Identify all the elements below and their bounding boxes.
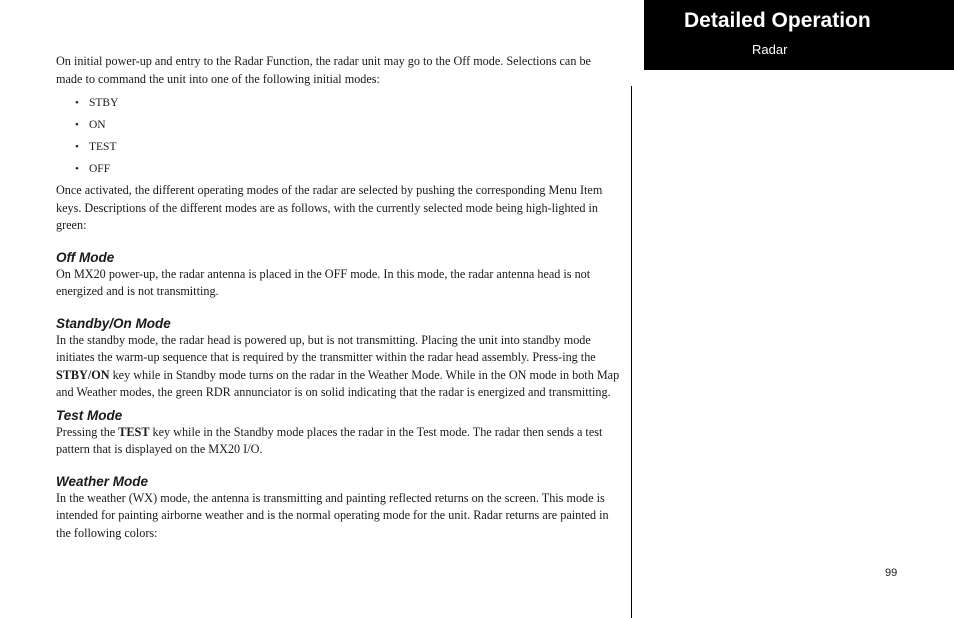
weather-mode-heading: Weather Mode: [56, 473, 149, 489]
modes-description-paragraph: Once activated, the different operating modes of the radar are selected by pushing the corresponding Menu Item keys. Descriptions of the different modes are as follows, with the currently selected mode being high-lighted in green:: [56, 183, 603, 232]
bullet-icon: •: [75, 119, 79, 131]
stby-on-key-label: STBY/ON: [56, 367, 110, 382]
standby-text-before: In the standby mode, the radar head is powered up, but is not transmitting. Placing the unit into standby mode initiates the warm-up sequence that is required by the transmitter within the radar head assembly. Press-ing the: [56, 332, 596, 364]
list-item-label: STBY: [89, 97, 119, 109]
off-mode-paragraph: On MX20 power-up, the radar antenna is placed in the OFF mode. In this mode, the radar antenna head is not energized and is not transmitting.: [56, 266, 591, 298]
initial-modes-list: [56, 92, 620, 180]
page-body: [56, 53, 620, 542]
chapter-header: [644, 0, 954, 70]
test-mode-paragraph: [56, 424, 620, 459]
intro-paragraph: On initial power-up and entry to the Radar Function, the radar unit may go to the Off mode. Selections can be made to command the unit into one of the following initial modes:: [56, 54, 591, 86]
chapter-subtitle: Radar: [752, 42, 788, 57]
margin-divider: [631, 86, 632, 618]
chapter-title: Detailed Operation: [684, 9, 871, 32]
page-number: 99: [885, 567, 898, 579]
list-item-label: OFF: [89, 163, 111, 175]
weather-mode-paragraph: In the weather (WX) mode, the antenna is transmitting and painting reflected returns on the screen. This mode is intended for painting airborne weather and is the normal operating mode for the unit. Radar returns are painted in the following colors:: [56, 490, 609, 540]
standby-text-after: key while in Standby mode turns on the radar in the Weather Mode. While in the ON mode in both Map and Weather modes, the green RDR annunciator is on solid indicating that the radar is energized and transmitting.: [56, 367, 620, 399]
standby-mode-paragraph: [56, 332, 620, 402]
bullet-icon: •: [75, 97, 79, 109]
off-mode-heading: Off Mode: [56, 249, 115, 265]
test-key-label: TEST: [118, 424, 150, 439]
test-text-before: Pressing the: [56, 424, 119, 439]
list-item: [56, 158, 620, 180]
list-item: [56, 92, 620, 114]
list-item-label: ON: [89, 119, 106, 131]
list-item: [56, 114, 620, 136]
test-mode-heading: Test Mode: [56, 407, 123, 423]
bullet-icon: •: [75, 141, 79, 153]
standby-mode-heading: Standby/On Mode: [56, 315, 171, 331]
bullet-icon: •: [75, 163, 79, 175]
list-item: [56, 136, 620, 158]
test-text-after: key while in the Standby mode places the radar in the Test mode. The radar then sends a test pattern that is displayed on the MX20 I/O.: [56, 424, 603, 456]
list-item-label: TEST: [89, 141, 117, 153]
